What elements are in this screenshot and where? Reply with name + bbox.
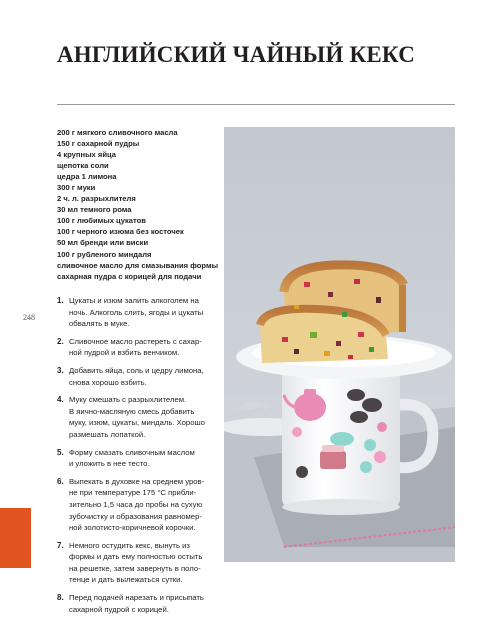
step-text-line: Выпекать в духовке на среднем уров-	[69, 476, 205, 486]
step-number: 7.	[57, 540, 64, 550]
step-text-line: снова хорошо взбить.	[69, 377, 147, 387]
step-text-line: зительно 1,5 часа до пробы на сухую	[69, 499, 203, 509]
ingredient-item: цедра 1 лимона	[57, 172, 117, 182]
ingredient-item: 2 ч. л. разрыхлителя	[57, 194, 136, 204]
step-text-line: зубочистку и образования равномер-	[69, 511, 202, 521]
step-text-line: Сливочное масло растереть с сахар-	[69, 336, 202, 346]
ingredient-item: 30 мл темного рома	[57, 205, 132, 215]
recipe-photo	[224, 127, 455, 562]
method-step	[57, 295, 217, 330]
ingredient-item: 100 г любимых цукатов	[57, 216, 146, 226]
step-text-line: на решетке, затем завернуть в поло-	[69, 563, 201, 573]
step-text-line: ной пудрой и взбить венчиком.	[69, 348, 180, 358]
step-text-line: Форму смазать сливочным маслом	[69, 447, 195, 457]
step-text	[69, 365, 217, 388]
page-number: 248	[23, 313, 35, 322]
step-text-line: Цукаты и изюм залить алкоголем на	[69, 296, 199, 305]
step-number: 1.	[57, 296, 64, 305]
chapter-tab	[0, 508, 31, 568]
step-text-line: ной золотисто-коричневой корочки.	[69, 523, 196, 533]
method-step	[57, 365, 217, 388]
step-text	[69, 394, 217, 440]
method-step	[57, 394, 217, 440]
step-number: 5.	[57, 447, 64, 457]
step-text-line: Муку смешать с разрыхлителем.	[69, 395, 187, 405]
step-text-line: размешать лопаткой.	[69, 429, 146, 439]
title-divider	[57, 104, 455, 105]
step-text	[69, 540, 217, 586]
ingredient-item: 50 мл бренди или виски	[57, 238, 149, 248]
step-number: 3.	[57, 365, 64, 375]
method-step	[57, 476, 217, 534]
method-step	[57, 447, 217, 470]
step-text-line: ночь. Алкоголь слить, ягоды и цукаты	[69, 307, 204, 317]
step-text	[69, 447, 217, 470]
step-text-line: Немного остудить кекс, вынуть из	[69, 540, 190, 550]
ingredient-item: 200 г мягкого сливочного масла	[57, 128, 178, 137]
ingredient-item: сливочное масло для смазывания формы	[57, 260, 219, 270]
step-number: 8.	[57, 593, 64, 603]
step-text	[69, 295, 217, 330]
ingredient-item: 100 г рубленого миндаля	[57, 249, 152, 259]
step-text-line: В яично-масляную смесь добавить	[69, 406, 195, 416]
ingredient-item: 4 крупных яйца	[57, 150, 116, 160]
method-step	[57, 592, 217, 615]
cake-on-teacup-photo	[224, 127, 455, 562]
step-text-line: и уложить в нее тесто.	[69, 459, 150, 469]
step-text-line: обвалять в муке.	[69, 319, 130, 329]
step-text	[69, 592, 217, 615]
page-title: АНГЛИЙСКИЙ ЧАЙНЫЙ КЕКС	[57, 42, 416, 67]
method-steps	[57, 295, 217, 615]
step-text	[69, 476, 217, 534]
ingredient-item: 150 г сахарной пудры	[57, 139, 140, 149]
ingredients-list	[57, 127, 227, 282]
ingredient-item: 100 г черного изюма без косточек	[57, 227, 184, 237]
step-text-line: формы и дать ему полностью остыть	[69, 552, 203, 562]
step-text-line: сахарной пудрой с корицей.	[69, 604, 169, 614]
step-number: 6.	[57, 476, 64, 486]
method-step	[57, 336, 217, 359]
step-number: 2.	[57, 336, 64, 346]
method-step	[57, 540, 217, 586]
ingredient-item: щепотка соли	[57, 161, 109, 171]
step-number: 4.	[57, 395, 64, 405]
step-text-line: не при температуре 175 °С прибли-	[69, 488, 197, 498]
ingredient-item: 300 г муки	[57, 183, 96, 193]
step-text-line: муку, изюм, цукаты, миндаль. Хорошо	[69, 418, 205, 428]
step-text-line: Перед подачей нарезать и присыпать	[69, 593, 204, 603]
ingredient-item: сахарная пудра с корицей для подачи	[57, 271, 202, 281]
step-text-line: Добавить яйца, соль и цедру лимона,	[69, 365, 204, 375]
step-text	[69, 336, 217, 359]
step-text-line: тенце и дать вылежаться сутки.	[69, 575, 183, 585]
